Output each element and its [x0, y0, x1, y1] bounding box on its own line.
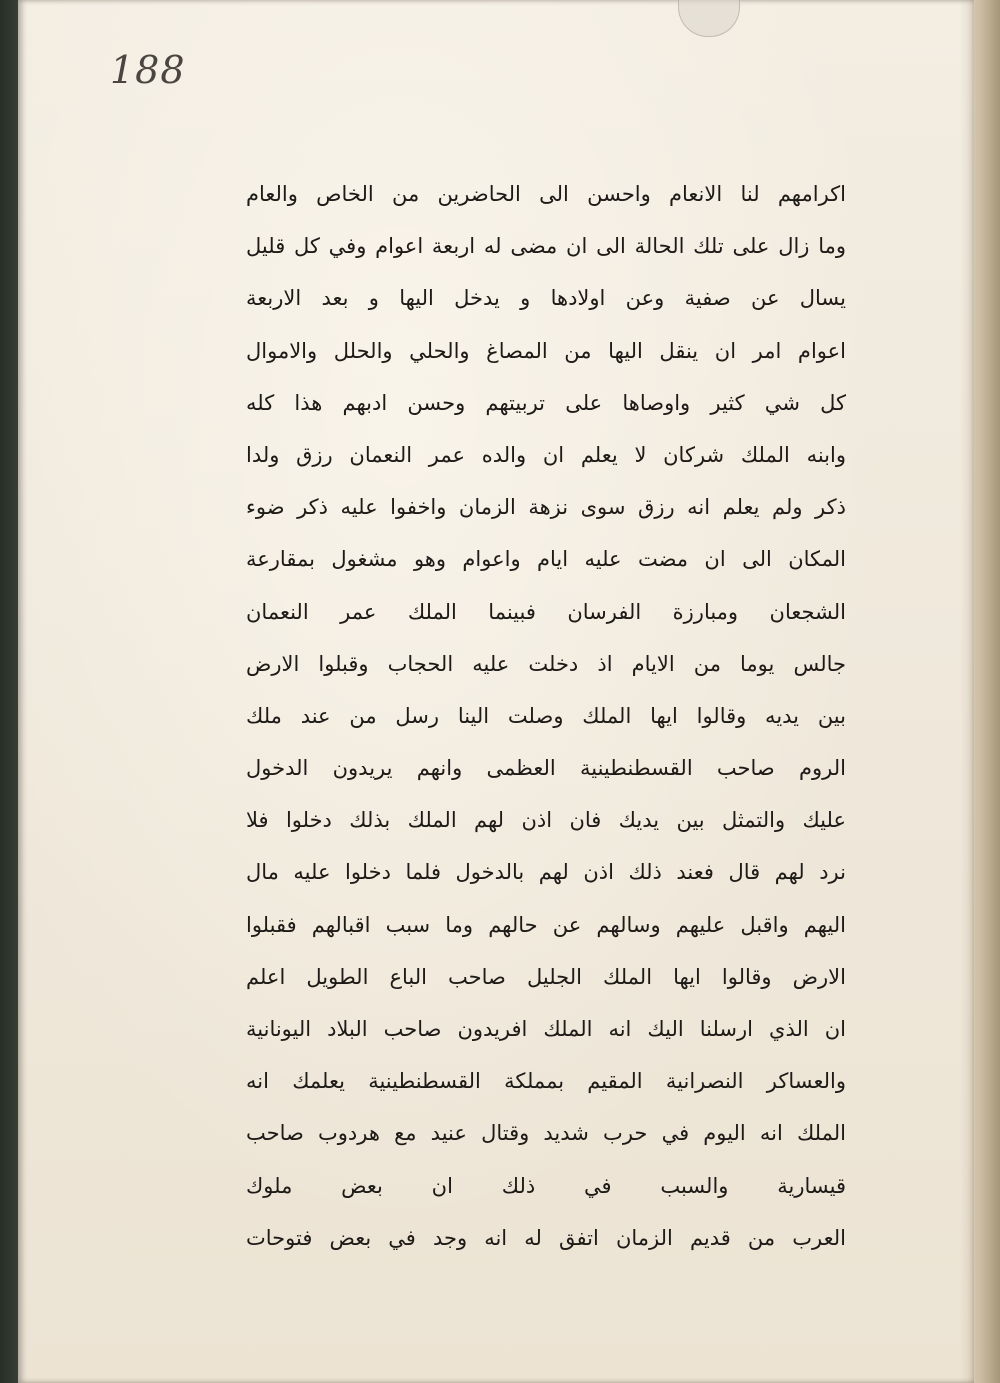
text-line-10: جالس يوما من الايام اذ دخلت عليه الحجاب وقبلوا الارض: [246, 651, 846, 676]
text-line-4: اعوام امر ان ينقل اليها من المصاغ والحلي والحلل والاموال: [246, 338, 846, 363]
text-line-18: والعساكر النصرانية المقيم بمملكة القسطنطينية يعلمك انه: [246, 1069, 846, 1094]
manuscript-page: [18, 0, 974, 1383]
text-line-16: الارض وقالوا ايها الملك الجليل صاحب الباع الطويل اعلم: [246, 964, 846, 989]
folio-number: 188: [110, 48, 186, 92]
text-line-3: يسال عن صفية وعن اولادها و يدخل اليها و بعد الاربعة: [246, 286, 846, 311]
text-line-6: وابنه الملك شركان لا يعلم ان والده عمر النعمان رزق ولدا: [246, 442, 846, 467]
text-line-11: بين يديه وقالوا ايها الملك وصلت الينا رسل من عند ملك: [246, 703, 846, 728]
text-line-1: اكرامهم لنا الانعام واحسن الى الحاضرين من الخاص والعام: [246, 182, 846, 206]
text-line-17: ان الذي ارسلنا اليك انه الملك افريدون صاحب البلاد اليونانية: [246, 1017, 846, 1041]
text-line-19: الملك انه اليوم في حرب شديد وقتال عنيد مع هردوب صاحب: [246, 1121, 846, 1146]
manuscript-text: [246, 168, 846, 1264]
text-line-13: عليك والتمثل بين يديك فان اذن لهم الملك بذلك دخلوا فلا: [246, 808, 846, 833]
text-line-7: ذكر ولم يعلم انه رزق سوى نزهة الزمان واخفوا عليه ذكر ضوء: [246, 495, 846, 520]
text-line-15: اليهم واقبل عليهم وسالهم عن حالهم وما سبب اقبالهم فقبلوا: [246, 912, 846, 937]
clip-mark: [678, 0, 740, 37]
text-line-5: كل شي كثير واوصاها على تربيتهم وحسن ادبهم هذا كله: [246, 390, 846, 415]
text-line-12: الروم صاحب القسطنطينية العظمى وانهم يريدون الدخول: [246, 756, 846, 781]
page-edge-stack: [970, 0, 1000, 1383]
text-line-9: الشجعان ومبارزة الفرسان فبينما الملك عمر النعمان: [246, 599, 846, 624]
text-line-8: المكان الى ان مضت عليه ايام واعوام وهو مشغول بمقارعة: [246, 547, 846, 572]
text-line-2: وما زال على تلك الحالة الى ان مضى له اربعة اعوام وفي كل قليل: [246, 234, 846, 259]
text-line-21: العرب من قديم الزمان اتفق له انه وجد في بعض فتوحات: [246, 1225, 846, 1250]
text-line-14: نرد لهم قال فعند ذلك اذن لهم بالدخول فلما دخلوا عليه مال: [246, 860, 846, 885]
text-line-20: قيسارية والسبب في ذلك ان بعض ملوك: [246, 1173, 846, 1198]
